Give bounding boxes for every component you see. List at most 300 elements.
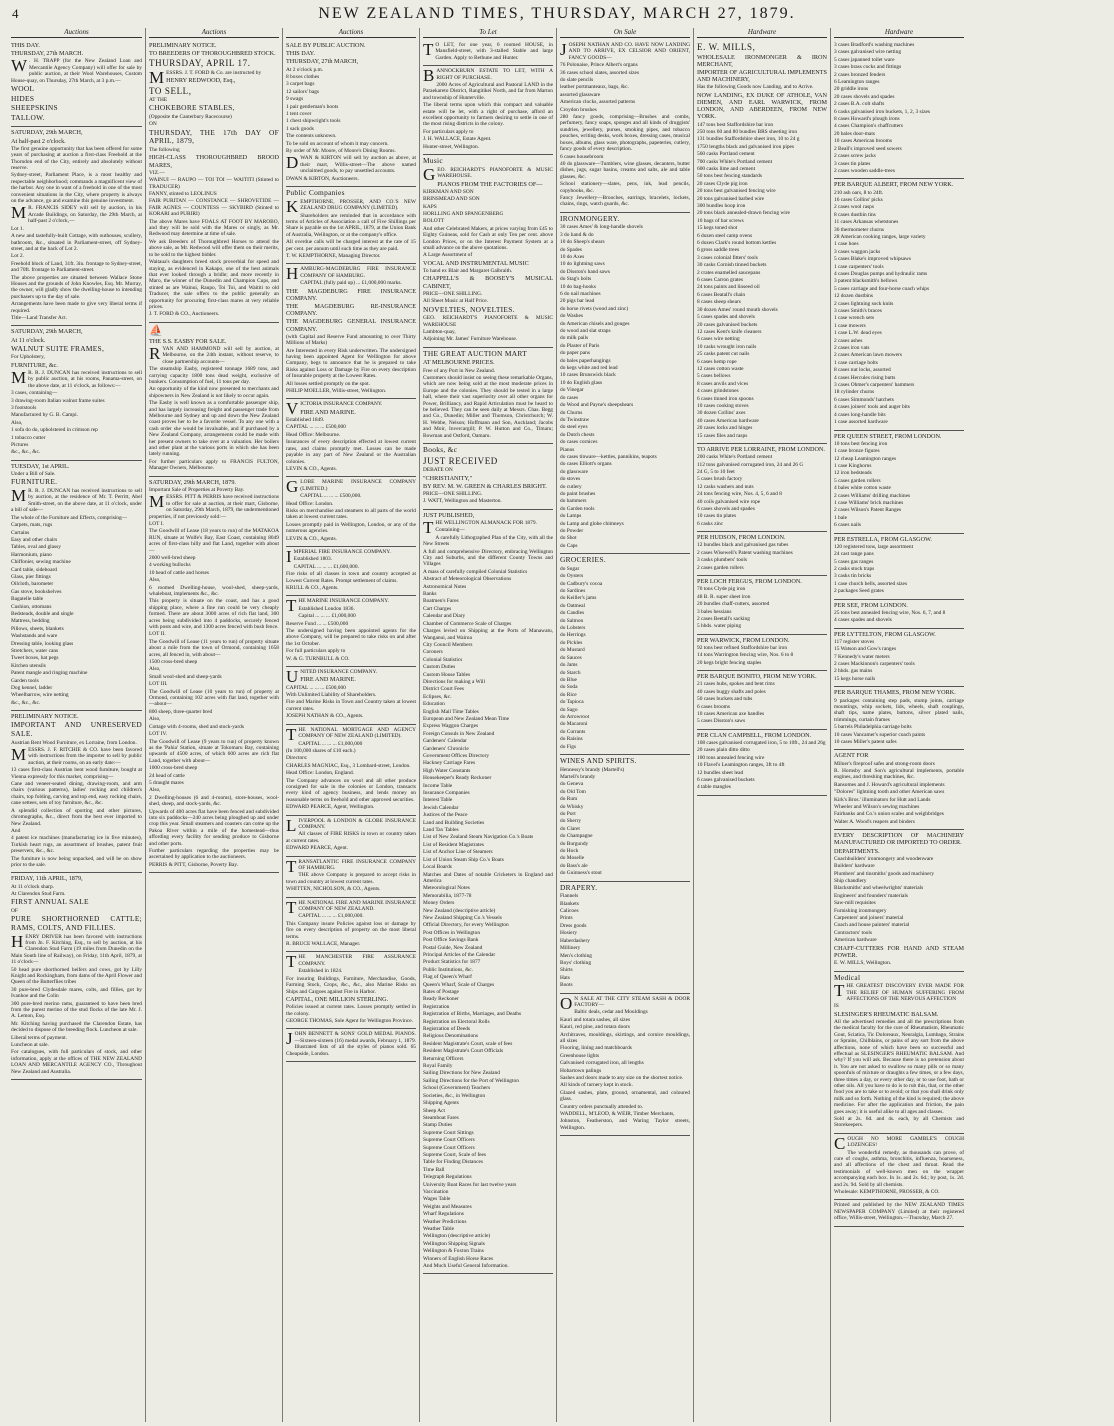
advertisement	[11, 873, 142, 1080]
ad-text: Prints	[560, 915, 573, 922]
ad-text: 24 head of cattle	[149, 772, 185, 779]
ad-text: Resident Magistrate's Court, scale of fees	[423, 1040, 513, 1047]
ad-text: 10 do Axes	[560, 253, 585, 260]
ad-heading: PRICE—ONE SHILLING.	[423, 490, 483, 497]
ad-text: Dressing table, looking glass	[11, 640, 74, 647]
ad-text: 4 cases grindstones	[697, 388, 739, 395]
ad-heading: At 11 o'clock.	[11, 336, 46, 344]
ad-heading: AT MELBOURNE PRICES.	[423, 359, 495, 367]
ad-text: 147 tons best Staffordshire bar iron	[697, 121, 774, 128]
ad-text: 6 casks zinc	[697, 520, 724, 527]
ad-text: 6 cases tinned iron spoons	[697, 395, 754, 402]
ad-text: Bagatelle table	[11, 596, 44, 603]
drop-cap: K	[286, 196, 299, 216]
ad-text: Gardeners' Chronicle	[423, 745, 469, 752]
ad-heading: PER CLAN CAMPBELL, FROM LONDON.	[697, 731, 812, 739]
ad-text: do Stag's bolts	[560, 276, 592, 283]
ad-text: 10 Flavel's Leamington ranges, 3ft to 4ft	[697, 762, 785, 769]
ad-text: Astronomical Notes	[423, 583, 467, 590]
ad-heading: J. WATT, Wellington and Masterton.	[423, 498, 502, 505]
ad-heading: DEBATE ON	[423, 467, 453, 474]
ad-text: do Starch	[560, 669, 581, 676]
ad-text: Sashes and doors made to any size on the shortest notice.	[560, 1075, 684, 1081]
ad-text: Post Offices in Wellington	[423, 929, 481, 936]
ad-text: 4 table mangles	[697, 784, 731, 791]
ad-text: Calicoes	[560, 908, 579, 915]
ad-text: do cases Elliott's organs	[560, 461, 612, 468]
drop-cap: T	[423, 518, 434, 537]
ad-text: For further particulars apply to FRANCIS FULTON, Manager Owners, Melbourne.	[149, 458, 279, 472]
ad-text: THE MARINE INSURANCE COMPANY.	[286, 596, 389, 616]
ad-text: 8 cases Howard's plough irons	[834, 116, 900, 123]
ad-text: assorted glassware	[560, 91, 601, 98]
ad-text: Flannels	[560, 893, 579, 900]
ad-text: do Sherry	[560, 818, 582, 825]
ad-text: 6 cases brooms	[697, 703, 730, 710]
ad-text: Policies issued at current rates. Losses promptly settled in the colony.	[286, 1004, 416, 1017]
ad-text: 10 cases American brooms	[834, 138, 892, 145]
ad-text: Insurances of every description effected at lowest current rates, and claims promptly met. Losses can be made payable in any part of New Zealand or the Australian colonies.	[286, 439, 416, 465]
ad-text: do Disston's hand saws	[560, 268, 610, 275]
ad-text: Plumbers' and tinsmiths' goods and machinery	[834, 870, 935, 877]
ad-text: do Geneva	[560, 781, 584, 788]
ad-text: 24 G, 5 to 10 feet	[697, 469, 735, 476]
drop-cap: T	[286, 596, 297, 616]
ad-text: 6 cases hemp rope	[697, 358, 737, 365]
ad-text: WAINUI — RAUPO — TOI TOI — WAITITI (Stinted to TRADUCER)	[149, 177, 279, 190]
ad-text: MESSRS. J. F. RITCHIE & CO. have been favored with instructions from the importer to sell by public auction, at their rooms, on an early date:—	[11, 745, 142, 766]
ad-text: Contractors' tools	[834, 929, 872, 936]
ad-text: do Oysters	[560, 573, 584, 580]
ad-text: Housekeeper's Ready Reckoner	[423, 775, 492, 782]
ad-heading: Has the following Goods now Landing, and to Arrive.	[697, 84, 814, 91]
ad-text: 2 cases iron vats	[834, 345, 870, 352]
advertisement	[286, 898, 416, 953]
ad-text: The wonderful remedy, as thousands can prove, of cure of coughs, asthma, bronchitis, influenza, hoarseness, and all affections of the chest and throat. Read the testimonials of well-known men on the wrapper accompanying each box. In 1s. and 2s. 6d.; by post, 1s. 2d. and 2s. 9d. Sold by all chemists.	[834, 1149, 964, 1188]
ad-text: Registration	[423, 1003, 450, 1010]
ad-text: Engineers' and founders' materials	[834, 892, 908, 899]
ad-text: do glassware	[560, 468, 588, 475]
ad-text: do Sauces	[560, 654, 582, 661]
ad-heading: LOT I.	[149, 520, 164, 527]
ad-text: Stretchers, water cans	[11, 648, 59, 654]
ad-text: do Washes	[560, 313, 583, 320]
ad-heading: At 11 o'clock sharp.	[11, 883, 54, 890]
ad-text: 3 casks tin bricks	[834, 573, 872, 580]
ad-text: do Shot	[560, 535, 577, 542]
ad-text: 40 do glassware—Tumblers, wine glasses, decanters, butter dishes, jugs, sugar basins, creams and salts, ale and table glasses, &c.	[560, 160, 690, 180]
ad-text: Meteorological Notes	[423, 885, 470, 892]
ad-text: Dog kennel, ladder	[11, 685, 53, 692]
ad-text: 117 register stoves	[834, 638, 875, 645]
ad-text: do Salmon	[560, 617, 584, 624]
ad-heading: PRICE—ONE SHILLING.	[423, 290, 483, 297]
ad-text: 1 pair gentleman's boots	[286, 103, 339, 110]
ad-text: do Dutch chests	[560, 431, 595, 438]
ad-text: Chiffonier, sewing machine	[11, 559, 71, 566]
ad-text: 700 casks White's Portland cement	[697, 158, 773, 165]
ad-text: 10 cases American axe handles	[697, 710, 765, 717]
advertisement	[286, 725, 416, 816]
ad-text: Tables, oval and glassy	[11, 544, 61, 551]
advertisement	[834, 687, 964, 750]
ad-text: The Goodwill of Lease (10 years to run) of property at Ormond, containing 102 acres with flat land, together with—about—	[149, 688, 279, 708]
ad-text: District Court Fees	[423, 686, 465, 693]
ad-text: Gardeners' Calendar	[423, 738, 467, 745]
ad-heading: DRAPERY.	[560, 882, 598, 892]
ad-text: Stamp Duties	[423, 1122, 453, 1129]
ad-text: 4 cases long-handle bits	[834, 411, 886, 418]
ad-text: DWAN & KIRTON will sell by auction as above, at their mart, Willis-street—The above named unclaimed goods, to pay unsettled accounts.	[286, 153, 416, 175]
ad-text: 5 cases spades and shovels	[697, 314, 755, 321]
ad-text: do cases cornices	[560, 439, 598, 446]
ad-heading: THE MAGDEBURG FIRE INSURANCE COMPANY.	[286, 287, 416, 302]
ad-heading: NOVELTIES, NOVELTIES.	[423, 304, 515, 314]
ad-text: Small wool-shed and sheep-yards	[149, 673, 222, 680]
ad-text: Public Institutions, &c.	[423, 966, 474, 973]
ad-text: do cases	[560, 394, 579, 401]
ad-text: Further particulars regarding the properties may be ascertained by application to the auctioneers.	[149, 848, 279, 861]
ad-text: 112 tons galvanised corrugated iron, 24 and 26 G	[697, 461, 804, 468]
advertisement	[149, 40, 279, 323]
ad-text: The liberal terms upon which this compact and valuable estate will be let, with a right of purchase, afford an excellent opportunity to farmers desiring to settle in one of the most rising districts in the colony.	[423, 102, 553, 128]
ad-text: Patent mangle and ringing machine	[11, 670, 88, 677]
ad-heading: Established London 1836.	[298, 605, 355, 612]
ad-heading: TO ARRIVE PER LORRAINE, FROM LONDON.	[697, 446, 825, 453]
ad-text: 8 cases nut locks, assorted	[834, 367, 891, 374]
ad-heading: THE MAGDEBURG GENERAL INSURANCE COMPANY.	[286, 318, 416, 333]
ad-text: Risks on merchandise and steamers to all parts of the world taken at lowest current rates.	[286, 507, 416, 521]
ad-text: 20 pigs bar lead	[560, 298, 595, 305]
ad-text: T O LET, for one year, 6 roomed HOUSE, in Mansfield-street, with 3-stalled Stable and large Garden. Apply to Bethune and Hunter.	[423, 40, 553, 61]
ad-text: CAPITAL ... ... ... £500,000.	[300, 493, 362, 500]
ad-heading: Head Office: London, England.	[286, 770, 355, 777]
ad-heading: KAPS	[423, 203, 437, 210]
ad-text: Calendar and Diary	[423, 613, 466, 620]
ad-heading: DWAN & KIRTON, Auctioneers.	[286, 175, 359, 182]
ad-text: Croydon brushes	[560, 106, 597, 113]
advertisement	[11, 326, 142, 460]
ad-text: 1000 cross-bred sheep	[149, 765, 198, 772]
ad-text: Land Tax Tables	[423, 827, 459, 834]
ad-text: 6 casks galvanised iron buckets, 1, 2, 3 sizes	[834, 108, 930, 115]
ad-text: 5 barrels Philadelphia carriage bolts	[834, 724, 912, 731]
ad-text: Blankets	[560, 900, 579, 907]
ad-heading: THIS DAY.	[11, 42, 40, 49]
ad-text: 6 do nail machines	[560, 291, 601, 297]
drop-cap: V	[286, 399, 299, 419]
ad-heading: PRELIMINARY NOTICE.	[11, 713, 79, 721]
ad-text: A mass of carefully compiled Colonial Statistics	[423, 568, 528, 575]
ad-text: Garden tools	[11, 677, 39, 684]
ad-text: 12 cases Kent's knife cleaners	[697, 328, 762, 335]
ad-text: do Keiller's jams	[560, 595, 597, 602]
ad-text: Men's clothing	[560, 952, 592, 959]
ad-text: Galvanised corrugated iron, all lengths	[560, 1060, 644, 1067]
ad-text: Weights and Measures	[423, 1203, 472, 1210]
ad-text: do kegs white and red lead	[560, 365, 618, 372]
drop-cap: T	[834, 981, 845, 1001]
ad-text: 250 tons 60 and 80 bundles BRS sheeting iron	[697, 128, 798, 135]
drop-cap: R	[149, 343, 161, 363]
ad-text: List of Resident Magistrates	[423, 841, 484, 848]
advertisement	[286, 596, 416, 667]
ad-text: Wellington (descriptive article)	[423, 1233, 491, 1240]
ad-text: Postal Guide, New Zealand	[423, 944, 483, 951]
ad-text: CAPITAL ... ... ... £1,000,000	[298, 740, 363, 747]
ad-text: 6 cases wire netting	[697, 336, 740, 343]
column-2	[145, 28, 282, 1422]
ad-text: 12 iron bedsteads	[834, 470, 872, 477]
advertisement	[697, 576, 827, 635]
ad-text: Coroners	[423, 649, 443, 656]
ad-text: Millinery	[560, 945, 581, 952]
ad-heading: WINES AND SPIRITS.	[560, 755, 637, 765]
ad-text: 11 cases Arkansas whetstones	[834, 219, 899, 226]
ad-text: Sailing Directions for New Zealand	[423, 1070, 500, 1077]
ad-text: 7 Kennedy's water meters	[834, 653, 890, 660]
ad-heading: DEPARTMENTS.	[834, 847, 880, 855]
advertisement	[286, 477, 416, 547]
column-heading: Hardware	[697, 28, 827, 38]
ad-text: Custom House Tables	[423, 671, 471, 678]
ad-text: 2 cases Wilson's Patent Ranges	[834, 507, 902, 514]
ad-text: 4 cases Hercules rising butts	[834, 374, 896, 381]
ad-text: All the advertised remedies and all the prescriptions from the medical faculty for the cure of Rheumatism, Rheumatic Gout, Sciatica, Tic Doloreaux, Neuralgia, Lumbago, Strains or Sprains, Chilblains, or pains of any sort from the above affections, none of which have been so successful and effectual as SLESINGER'S RHEUMATIC BALSAM. And why? If you will ask. Because there is no pretension about it. You are not asked to swallow so many pills or so many spoonfuls of mixture or draughts a few times, or a few days, three times a day, or every other day, or to use foot, bath or other oils. All you have to do is to rub this, that, or the other food you are to take or to avoid; or that you shall drink only milk and so forth. Nothing of the kind is required; the above medicine. For after the application and friction, the pain goes away; it is useful alike to all ages and classes.	[834, 1018, 964, 1115]
ad-text: "Dolores" lightning tooth and other American saws	[834, 789, 945, 796]
ad-heading: Lot 2.	[11, 253, 24, 260]
ad-text: Eclipses, &c.	[423, 693, 452, 700]
ad-text: 10 head of cattle and horses	[149, 569, 210, 576]
ad-heading: At 2 o'clock p.m.	[286, 66, 324, 73]
ad-text: 3 bales hessians	[697, 608, 732, 615]
ad-text: VICTORIA INSURANCE COMPANY.	[286, 399, 383, 419]
ad-heading: THIS DAY.	[286, 50, 315, 58]
ad-text: Kauri and totara sashes, all sizes	[560, 1016, 631, 1023]
ad-heading: Public Companies	[286, 188, 345, 198]
ad-heading: AT THE	[149, 97, 168, 104]
ad-text: 10 cases Vancamer's superior coach paints	[834, 731, 926, 738]
column-7	[830, 28, 967, 1422]
ad-heading: EVERY DESCRIPTION OF MACHINERY MANUFACTURED OR IMPORTED TO ORDER.	[834, 832, 964, 847]
ad-text: Curtains	[11, 529, 30, 536]
ad-heading: TO BREEDERS OF THOROUGHBRED STOCK.	[149, 50, 276, 58]
ad-heading: And Much Useful General Information.	[423, 1263, 509, 1270]
ad-text: Banks	[423, 591, 437, 598]
ad-text: School (Government) Teachers	[423, 1085, 491, 1092]
ad-text: 6 roomed Dwelling-house, wool-shed, sheep-yards, whaleboat, implements &c., &c.	[149, 584, 279, 597]
ad-text: Customers should insist on seeing these remarkable Organs, which are now being sold at the most moderate prices in Europe and the colonies. They should be tested in a large hall, where their vast superiority over all other organs for Power, Brilliancy, and Rapid Articulation must be heard to be believed. They can be seen daily at Messrs. Chas. Begg and Co., Dunedin; Miller and Thomson, Christchurch; W. H. Webbe, Nelson; Hoffmann and Son, Auckland; Jacobs and Moir, Invercargill; P. W. Hutton and Co., Timaru; Bowman and Ostford, Oamaru.	[423, 375, 553, 439]
ad-text: THE above Company is prepared to accept risks in town and country at lowest current rates.	[286, 872, 416, 885]
ad-text: Wheelbarrow, wire netting	[11, 692, 69, 699]
ad-text: 3 cases waggon jacks	[834, 248, 881, 255]
ad-text: 12 dozen dustbins	[834, 293, 873, 300]
ad-heading: THE S.S. EASBY FOR SALE.	[149, 337, 227, 345]
drop-cap: D	[286, 153, 299, 173]
ad-heading: PURE SHORTHORNED CATTLE; RAMS, COLTS, AND FILLIES.	[11, 914, 142, 932]
ad-text: A splendid collection of sporting and other pictures, chromographs, &c., direct from the best ever imported to New Zealand.	[11, 807, 142, 827]
ad-text: do steel eyes	[560, 424, 588, 431]
advertisement	[560, 994, 690, 1137]
ad-heading: PIANOS FROM THE FACTORIES OF—	[437, 180, 543, 188]
ad-text: Societies, &c., in Wellington	[423, 1092, 486, 1099]
column-heading: Hardware	[834, 28, 964, 38]
ad-text: do cases tinware—kettles, pannikins, teapots	[560, 453, 657, 460]
ad-text: 15 cases files and rasps	[697, 432, 748, 439]
ad-text: Oilcloth, barometer	[11, 581, 54, 588]
ad-text: For catalogues, with full particulars of stock, and other information, apply at the offices of THE NEW ZEALAND LOAN AND MERCANTILE AGENCY CO., Throughout New Zealand and Australia.	[11, 1049, 142, 1075]
ad-text: Queen's Wharf, Scale of Charges	[423, 981, 495, 988]
ad-heading: Established 1803.	[293, 556, 333, 563]
ad-text: 1 case carriage bolts	[834, 359, 878, 366]
ad-text: The Goodwill of Lease (11 years to run) of property situate about a mile from the town of Ormond, containing 1658 acres, all fenced in, with about—	[149, 638, 279, 658]
ad-text: Official Directory, for every Wellington	[423, 922, 509, 929]
column-1	[8, 28, 145, 1422]
ad-text: 6 cases housebroom	[560, 153, 604, 160]
advertisement	[834, 1134, 964, 1201]
ad-text: THE MANCHESTER FIRE ASSURANCE COMPANY.	[286, 952, 416, 972]
ad-text: do Whisky	[560, 803, 584, 810]
ad-heading: PRELIMINARY NOTICE.	[149, 42, 217, 49]
ad-heading: J. H. WALLACE, Estate Agent.	[423, 136, 492, 143]
ad-text: List of Union Steam Ship Co.'s Boats	[423, 856, 504, 863]
ad-text: 12 casks washers and nuts	[697, 483, 754, 490]
ad-text: 8 cases anvils and vices	[697, 380, 749, 387]
ad-heading: NOW LANDING, EX DUKE OF ATHOLE, VAN DIEMEN, AND EARL WARWICK, FROM LONDON, AND ABERDEEN, FROM NEW YORK.	[697, 91, 827, 121]
ad-heading: FRIDAY, 11th APRIL, 1879,	[11, 875, 83, 883]
ad-text: A full and comprehensive Directory, embracing Wellington City and Suburbs, and the different County Towns and Villages	[423, 548, 553, 568]
ad-text: Supreme Court, Scale of fees	[423, 1151, 487, 1158]
ad-text: Government Offices Directory	[423, 753, 490, 759]
ad-text: Product Statistics for 1877	[423, 959, 481, 966]
ad-text: 40 coils galvanised wire rope	[697, 498, 761, 505]
ad-text: 5 cases Disston's saws	[697, 718, 746, 725]
ad-text: 10 cases Miller's patent safes	[834, 738, 897, 745]
ad-heading: W. & G. TURNBULL & CO.	[286, 655, 350, 662]
ad-text: 70 tons Clyde pig iron	[697, 586, 746, 593]
advertisement	[286, 187, 416, 264]
ad-text: 3 casks plumbers' tools	[697, 557, 747, 564]
ad-text: 8 boxes clothes	[286, 74, 320, 81]
ad-heading: GROCERIES.	[560, 555, 606, 565]
ad-text: Abstract of Meteorological Observations	[423, 576, 512, 583]
ad-text: English Mail Time Tables	[423, 708, 479, 715]
ad-text: 10 bags of bar screws	[697, 217, 744, 224]
ad-text: 24 cast range pans	[834, 551, 874, 558]
ad-text: RYAN AND HAMMOND will sell by auction, at Melbourne, on the 24th instant, without reserve, to close partnership accounts—	[149, 343, 279, 365]
ad-text: 1 chest shipwright's tools	[286, 118, 341, 125]
ad-text: 3 cases Smith's braces	[834, 308, 882, 315]
ad-text: Furnishing ironmongery	[834, 907, 887, 914]
advertisement	[697, 532, 827, 576]
ad-text: HENRY DRIVER has been favored with instructions from Jn. F. Kitching, Esq., to sell by auction, at his Clarendon Stud Farm (19 miles from Dunedin on the Main South line of Railway), on Friday, 11th April, 1879, at 11 o'clock—	[11, 931, 142, 966]
ad-text: MESSRS. J. T. FORD & Co. are instructed by	[149, 67, 262, 87]
ad-text: do slate pencils	[560, 77, 594, 84]
advertisement	[834, 750, 964, 830]
ad-text: Country orders punctually attended to.	[560, 1103, 644, 1110]
ad-text: For insuring Buildings, Furniture, Merchandise, Goods, Farming Stock, Crops, &c., &c., also Marine Risks on Ships and Cargoes against Fire in Harbor.	[286, 975, 416, 995]
ad-text: This property is situate on the coast, and has a good shipping place, where a fine run could be very cheaply formed. There are about 3000 acres of rich flat land, 300 acres being subdivided into 4 paddocks, securely fenced with posts and wire, and 1300 acres fenced with bush fence.	[149, 598, 279, 631]
ad-text: CAPITAL ... ... ... £1,600,000.	[293, 563, 359, 570]
ad-text: 3 cases colonial fitters' tools	[697, 254, 758, 261]
ad-text: Colonial Statistics	[423, 656, 463, 663]
ad-text: MESSRS. PITT & PERRIS have received instructions to offer for sale at auction, at their mart, Gisborne, on Saturday, 29th March, 1879, the undermentioned properties, if not previously sold:—	[149, 492, 279, 520]
ad-text: 20 bundles chaff-cutters, assorted	[697, 601, 770, 608]
ad-text: Fairbanks and Co.'s union scales and weighbridges	[834, 811, 944, 818]
ad-text: 280 fancy goods, comprising—Brushes and combs, perfumery, fancy soaps, sponges and all kinds of druggists' sundries, jewellery, purses, smoking pipes, and tobacco pouches, writing desks, work boxes, dressing cases, musical boxes, albums, glass ware, photographs, papeteries, cutlery, fancy goods of every description.	[560, 114, 690, 153]
ad-heading: Also,	[149, 787, 161, 794]
ad-text: 3 cases galvanised wire netting	[834, 49, 902, 56]
ad-text: do stoves	[560, 476, 581, 483]
ad-text: 12 bundles black and galvanised gas tubes	[697, 542, 789, 549]
ad-text: 8 cases dustbin tins	[834, 211, 876, 218]
ad-heading: EDWARD PEARCE, Agent, Wellington.	[286, 804, 375, 811]
drop-cap: M	[11, 486, 27, 506]
ad-heading: VOCAL AND INSTRUMENTAL MUSIC	[423, 259, 529, 267]
ad-text: American clocks, assorted patterns	[560, 99, 636, 106]
ad-text: THE NATIONAL MORTGAGE AND AGENCY COMPANY OF NEW ZEALAND (LIMITED).	[286, 724, 416, 744]
column-heading: Auctions	[286, 28, 416, 38]
column-6	[693, 28, 830, 1422]
ad-text: Sydney-street, Parliament Place, is a most healthy and respectable neighborhood; commands a magnificent view of the harbor. Any one in want of a freehold in one of the most convenient situations in the City, where property is always on the advance, go and examine this genuine investment.	[11, 172, 142, 205]
ad-text: Hobartown palings	[560, 1067, 602, 1074]
ad-heading: Title—Land Transfer Act.	[11, 314, 67, 321]
ad-text: Glass, pier fittings	[11, 573, 51, 580]
ad-text: Memorabilia, 1877-78	[423, 892, 472, 899]
ad-text: 2 cases bronzed fenders	[834, 71, 886, 78]
ad-heading: Hunter-street, Wellington.	[423, 143, 480, 150]
ad-heading: CHAFF-CUTTERS FOR HAND AND STEAM POWER.	[834, 944, 964, 959]
ad-heading: Directors:	[286, 755, 308, 762]
ad-text: Ship chandlery	[834, 878, 867, 885]
ad-text: JOHN BENNETT & SONS' GOLD MEDAL PIANOS.—Sixteen-sixteen (16) medal awards, February 1, 1879. Illustrated lists of all the styles of pianos sold. 65 Cheapside, London.	[286, 1029, 416, 1057]
ad-text: 300 bundles hoop iron	[697, 203, 746, 209]
ad-text: Cushion, ottomans	[11, 603, 52, 610]
ad-heading: E. W. MILLS,	[697, 42, 756, 52]
ad-heading: JOSEPH NATHAN & CO., Agents.	[286, 713, 364, 720]
ad-heading: FURNITURE.	[11, 477, 58, 487]
ad-text: Cane and veneer-seated dining, drawing-room, and arm chairs (various patterns), ladies' rocking and children's chairs, top folding, carving and top end, easy rocking chairs, cane settees, sets of toy furniture, &c., &c.	[11, 781, 142, 807]
ad-text: Pictures	[11, 442, 29, 449]
advertisement	[834, 600, 964, 629]
ad-text: Carpenters' and joiners' material	[834, 915, 904, 922]
ad-text: do Jams	[560, 662, 578, 669]
drop-cap: H	[286, 264, 299, 284]
drop-cap: O	[560, 993, 573, 1013]
advertisement	[697, 444, 827, 532]
ad-text: do Rum	[560, 796, 578, 803]
ad-text: do Wood and Payne's sheepshears	[560, 402, 634, 409]
ad-text: Registration of Births, Marriages, and Deaths	[423, 1011, 522, 1018]
advertisement	[834, 629, 964, 688]
ad-heading: THURSDAY, THE 17th DAY OF APRIL, 1879,	[149, 127, 279, 146]
column-heading: On Sale	[560, 28, 690, 38]
ad-text: 30 cases Ames' & long-handle shovels	[560, 224, 643, 231]
ad-text: 5 cases carriage and four-horse coach whips	[834, 285, 930, 292]
ad-text: M R. R. J. DUNCAN has received instructions to sell by public auction, at his rooms, Panama-street, on the above date, at 11 o'clock, as follows:—	[11, 367, 142, 389]
advertisement	[11, 40, 142, 127]
ad-heading: The contents unknown.	[286, 133, 337, 140]
ad-text: do Rice	[560, 691, 577, 698]
ad-text: M R. R. J. DUNCAN has received instructions to sell by auction, at the residence of Mr. T. Perritt, Abel Smith-street, on the above date, at 11 o'clock, under a bill of sale—	[11, 486, 142, 514]
ad-text: 36 cases school slates, assorted sizes	[560, 69, 640, 76]
ad-text: 2 cases screw jacks	[834, 153, 876, 160]
advertisement	[286, 1029, 416, 1062]
ad-text: R. Hornsby and Son's agricultural implements, portable engines, and threshing machines, &c.	[834, 767, 964, 781]
advertisement	[11, 711, 142, 873]
ad-heading: IRONMONGERY.	[560, 213, 620, 223]
ad-text: 20 tons best galvanised fencing wire	[697, 188, 776, 195]
